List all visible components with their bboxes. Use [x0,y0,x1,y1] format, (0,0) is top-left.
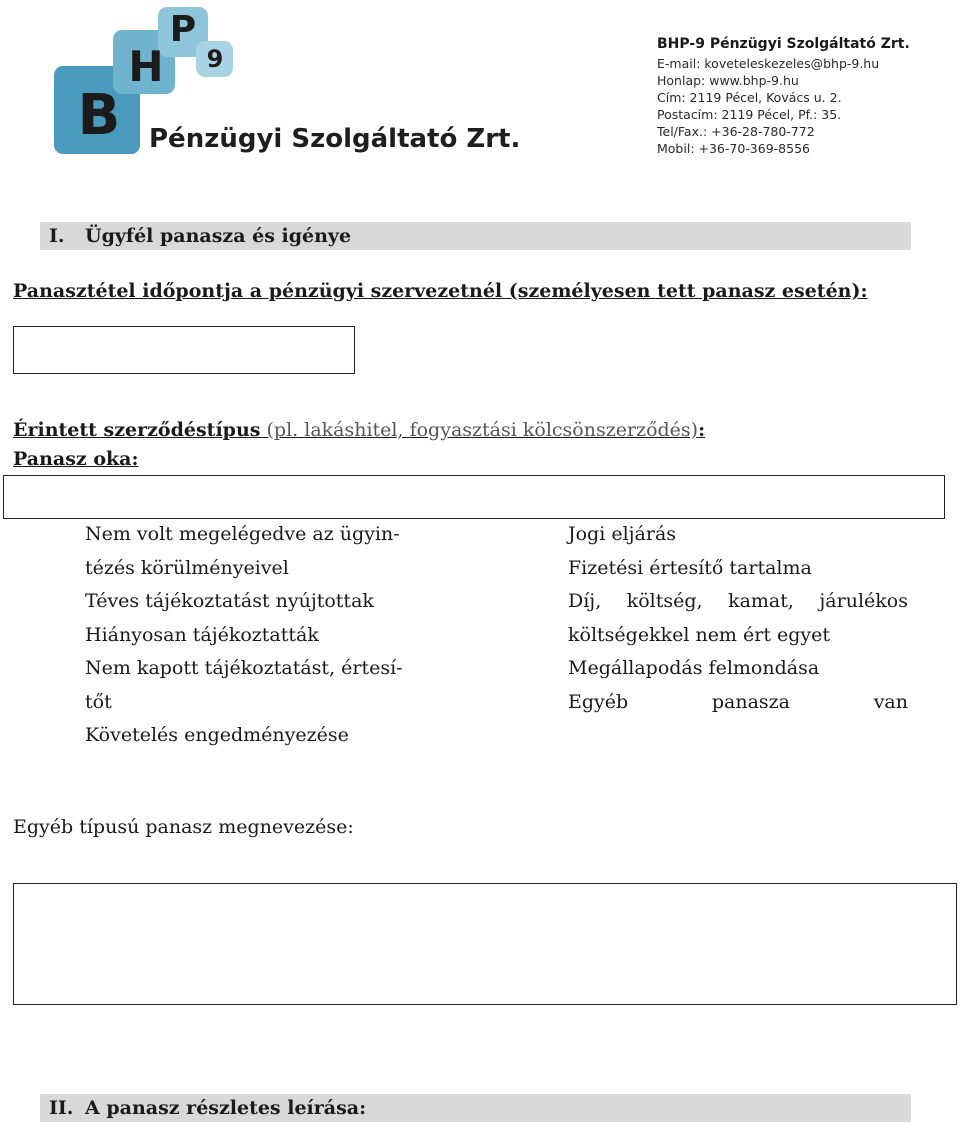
complaint-date-field[interactable] [13,326,355,374]
section-2-title: A panasz részletes leírása: [85,1097,367,1119]
reason-no-notification-line1[interactable]: Nem kapott tájékoztatást, értesí- [85,657,403,679]
section-2-number: II. [49,1097,74,1119]
company-contact-block [657,36,910,157]
fees-word-4: járulékos [819,590,908,612]
section-1-number: I. [49,225,65,247]
reason-agreement-termination[interactable]: Megállapodás felmondása [568,657,820,679]
other-word-1: Egyéb [568,690,629,713]
logo-letter-p: P [169,9,197,50]
reason-no-notification-line2[interactable]: tőt [85,690,112,713]
reason-fees-line1[interactable] [568,585,908,619]
company-address: Cím: 2119 Pécel, Kovács u. 2. [657,90,842,105]
reason-dissatisfied-text-1: Nem volt megelégedve az ügyin- [85,523,400,545]
reasons-right-column [568,518,908,719]
contract-type-label-example: (pl. lakáshitel, fogyasztási kölcsönszerződés) [260,419,699,441]
reason-wrong-information[interactable]: Téves tájékoztatást nyújtottak [85,590,374,612]
logo-letter-h: H [128,42,164,91]
company-email: E-mail: koveteleskezeles@bhp-9.hu [657,56,880,71]
fees-word-3: kamat, [728,590,794,612]
other-type-label: Egyéb típusú panasz megnevezése: [13,816,354,838]
logo-tagline: Pénzügyi Szolgáltató Zrt. [149,124,521,154]
section-1-header [40,222,911,250]
other-type-field[interactable] [13,883,957,1005]
section-2-header [40,1094,911,1122]
reason-other[interactable] [568,686,908,720]
fees-word-1: Díj, [568,590,602,612]
other-word-2: panasza [711,690,791,713]
company-mobile: Mobil: +36-70-369-8556 [657,141,810,156]
reason-payment-notice[interactable]: Fizetési értesítő tartalma [568,556,812,579]
reason-dissatisfied-line2[interactable]: tézés körülményeivel [85,556,289,579]
reason-fees-line2[interactable]: költségekkel nem ért egyet [568,623,831,646]
complaint-date-label: Panasztétel időpontja a pénzügyi szervezetnél (személyesen tett panasz esetén): [13,280,868,302]
company-telfax: Tel/Fax.: +36-28-780-772 [657,124,815,139]
reason-claim-assignment[interactable]: Követelés engedményezése [85,724,349,746]
complaint-reason-label: Panasz oka: [13,448,139,470]
reason-legal-procedure[interactable]: Jogi eljárás [568,523,677,545]
contract-type-field[interactable] [3,475,945,519]
contract-type-label-main: Érintett szerződéstípus [13,419,261,441]
reason-dissatisfied-line1[interactable] [85,518,425,552]
other-word-3: van [873,690,908,713]
company-name: BHP-9 Pénzügyi Szolgáltató Zrt. [657,36,910,52]
reasons-left-column [85,518,425,753]
reason-incomplete-information[interactable]: Hiányosan tájékoztatták [85,623,319,646]
company-postal-address: Postacím: 2119 Pécel, Pf.: 35. [657,107,842,122]
fees-word-2: költség, [626,590,703,612]
contract-type-label [13,419,705,441]
logo-letter-b: B [77,83,121,148]
contract-type-label-colon: : [698,419,706,441]
company-website: Honlap: www.bhp-9.hu [657,73,799,88]
section-1-title: Ügyfél panasza és igénye [85,225,352,247]
logo-letter-9: 9 [206,45,224,73]
